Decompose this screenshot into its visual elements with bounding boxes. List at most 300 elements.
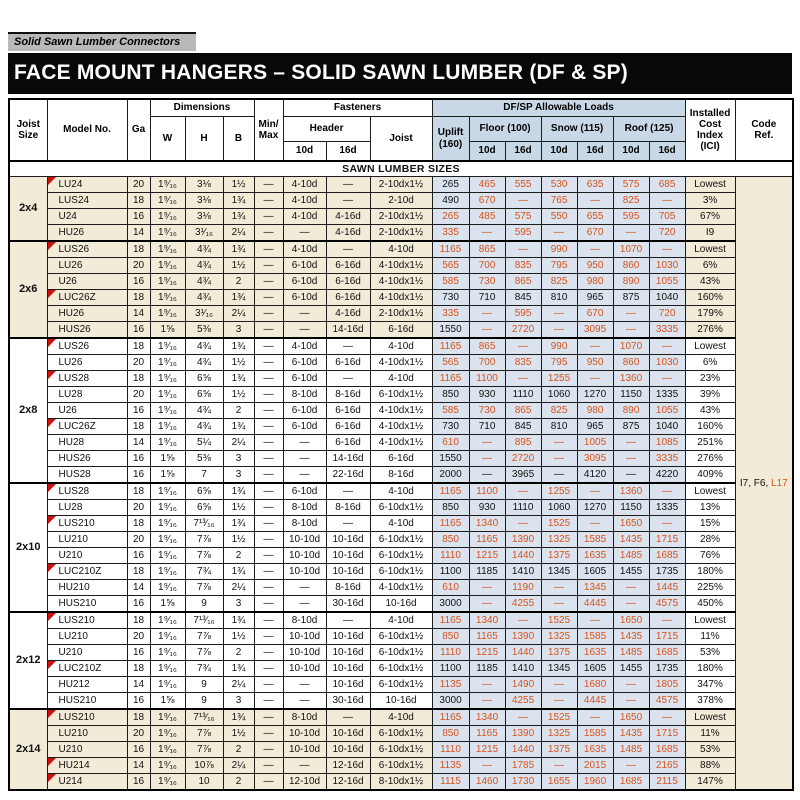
dim-b-cell: 1½: [223, 177, 254, 193]
load-cell: 850: [432, 532, 469, 548]
load-cell: 710: [469, 419, 505, 435]
load-cell: 1070: [613, 241, 649, 258]
col-header-fasteners: Fasteners: [283, 99, 432, 117]
model-label: U26: [58, 276, 77, 287]
load-cell: 890: [613, 403, 649, 419]
load-cell: 1005: [577, 435, 613, 451]
col-header-snow-16d: 16d: [577, 142, 613, 162]
load-cell: 530: [541, 177, 577, 193]
model-cell: [47, 629, 127, 645]
dim-h-cell: 3⅛: [185, 193, 223, 209]
load-cell: —: [541, 467, 577, 484]
ga-cell: 20: [127, 258, 150, 274]
model-label: LU26: [58, 357, 83, 368]
fastener-header-16d-cell: 6-16d: [326, 258, 370, 274]
ici-cell: I9: [685, 225, 735, 242]
new-product-flag-icon: [48, 419, 56, 427]
table-row: [9, 612, 793, 629]
dim-h-cell: 7: [185, 467, 223, 484]
load-cell: 1030: [649, 355, 685, 371]
load-cell: 1435: [613, 629, 649, 645]
load-cell: 890: [613, 274, 649, 290]
load-cell: 1325: [541, 629, 577, 645]
fastener-joist-cell: 4-10d: [370, 612, 432, 629]
model-label: LUC26Z: [58, 421, 96, 432]
dim-w-cell: 1⁹⁄₁₆: [150, 726, 185, 742]
dim-b-cell: 1¾: [223, 241, 254, 258]
load-cell: 1110: [432, 645, 469, 661]
minmax-cell: —: [254, 467, 283, 484]
load-cell: 1440: [505, 742, 541, 758]
minmax-cell: —: [254, 322, 283, 339]
fastener-header-16d-cell: 4-16d: [326, 225, 370, 242]
load-cell: 335: [432, 306, 469, 322]
load-cell: 700: [469, 258, 505, 274]
fastener-joist-cell: 2-10dx1½: [370, 225, 432, 242]
fastener-header-16d-cell: 6-16d: [326, 403, 370, 419]
model-cell: [47, 516, 127, 532]
minmax-cell: —: [254, 338, 283, 355]
ga-cell: 16: [127, 774, 150, 791]
fastener-header-10d-cell: 4-10d: [283, 209, 326, 225]
dim-w-cell: 1⁹⁄₁₆: [150, 225, 185, 242]
ga-cell: 18: [127, 193, 150, 209]
load-cell: 1730: [505, 774, 541, 791]
table-row: [9, 532, 793, 548]
load-cell: 265: [432, 177, 469, 193]
col-header-uplift: Uplift (160): [432, 117, 469, 162]
col-header-h: H: [185, 117, 223, 162]
model-label: LUS210: [58, 518, 95, 529]
load-cell: 595: [505, 306, 541, 322]
load-cell: 1040: [649, 419, 685, 435]
fastener-joist-cell: 4-10d: [370, 709, 432, 726]
minmax-cell: —: [254, 500, 283, 516]
load-cell: 1340: [469, 612, 505, 629]
load-cell: 1115: [432, 774, 469, 791]
model-label: HUS26: [58, 324, 91, 335]
load-cell: 595: [505, 225, 541, 242]
load-cell: 1345: [541, 564, 577, 580]
load-cell: 575: [505, 209, 541, 225]
load-cell: 4445: [577, 693, 613, 710]
fastener-header-10d-cell: 8-10d: [283, 709, 326, 726]
model-cell: [47, 225, 127, 242]
load-cell: 850: [432, 500, 469, 516]
ga-cell: 18: [127, 709, 150, 726]
load-cell: 1410: [505, 564, 541, 580]
model-label: U26: [58, 405, 77, 416]
dim-h-cell: 4¾: [185, 403, 223, 419]
fastener-header-16d-cell: 30-16d: [326, 596, 370, 613]
load-cell: 1185: [469, 661, 505, 677]
load-cell: 1270: [577, 387, 613, 403]
dim-b-cell: 2: [223, 645, 254, 661]
load-cell: 1525: [541, 612, 577, 629]
ici-cell: Lowest: [685, 338, 735, 355]
ici-cell: 6%: [685, 258, 735, 274]
load-cell: —: [469, 580, 505, 596]
fastener-header-10d-cell: 8-10d: [283, 516, 326, 532]
minmax-cell: —: [254, 709, 283, 726]
load-cell: 860: [613, 355, 649, 371]
load-cell: —: [613, 596, 649, 613]
model-cell: [47, 371, 127, 387]
dim-b-cell: 1½: [223, 387, 254, 403]
load-cell: —: [649, 483, 685, 500]
load-cell: 720: [649, 225, 685, 242]
ici-cell: 179%: [685, 306, 735, 322]
dim-b-cell: 3: [223, 596, 254, 613]
dim-b-cell: 1¾: [223, 290, 254, 306]
model-cell: [47, 483, 127, 500]
dim-b-cell: 1¾: [223, 709, 254, 726]
fastener-header-10d-cell: 10-10d: [283, 661, 326, 677]
load-cell: 1215: [469, 548, 505, 564]
col-header-roof-10d: 10d: [613, 142, 649, 162]
load-cell: 1165: [432, 371, 469, 387]
load-cell: 1335: [649, 387, 685, 403]
load-cell: 1585: [577, 726, 613, 742]
fastener-header-10d-cell: 4-10d: [283, 338, 326, 355]
dim-b-cell: 2¼: [223, 758, 254, 774]
ici-cell: Lowest: [685, 612, 735, 629]
dim-h-cell: 7¹³⁄₁₆: [185, 709, 223, 726]
dim-b-cell: 1½: [223, 532, 254, 548]
load-cell: 1960: [577, 774, 613, 791]
table-row: [9, 467, 793, 484]
load-cell: 825: [541, 274, 577, 290]
dim-h-cell: 7⅞: [185, 726, 223, 742]
load-cell: 2000: [432, 467, 469, 484]
dim-w-cell: 1⅝: [150, 596, 185, 613]
load-cell: 1165: [432, 338, 469, 355]
fastener-header-16d-cell: 6-16d: [326, 355, 370, 371]
load-cell: 490: [432, 193, 469, 209]
dim-w-cell: 1⁹⁄₁₆: [150, 355, 185, 371]
dim-w-cell: 1⅝: [150, 322, 185, 339]
dim-w-cell: 1⁹⁄₁₆: [150, 661, 185, 677]
fastener-joist-cell: 6-16d: [370, 322, 432, 339]
table-row: [9, 225, 793, 242]
model-cell: [47, 435, 127, 451]
model-cell: [47, 693, 127, 710]
ga-cell: 18: [127, 419, 150, 435]
load-cell: 1165: [469, 726, 505, 742]
dim-h-cell: 4¾: [185, 241, 223, 258]
page-title-banner: [8, 53, 792, 94]
load-cell: —: [541, 758, 577, 774]
model-cell: [47, 645, 127, 661]
load-cell: 1255: [541, 483, 577, 500]
minmax-cell: —: [254, 774, 283, 791]
fastener-header-10d-cell: 6-10d: [283, 371, 326, 387]
fastener-header-16d-cell: 6-16d: [326, 419, 370, 435]
fastener-joist-cell: 6-10dx1½: [370, 726, 432, 742]
load-cell: 730: [469, 403, 505, 419]
fastener-joist-cell: 4-10d: [370, 241, 432, 258]
load-cell: —: [541, 435, 577, 451]
fastener-header-10d-cell: 10-10d: [283, 564, 326, 580]
fastener-header-10d-cell: 4-10d: [283, 177, 326, 193]
load-cell: 670: [577, 225, 613, 242]
fastener-header-16d-cell: 22-16d: [326, 467, 370, 484]
table-row: [9, 645, 793, 661]
minmax-cell: —: [254, 419, 283, 435]
ga-cell: 14: [127, 306, 150, 322]
model-label: LU28: [58, 502, 83, 513]
load-cell: —: [469, 677, 505, 693]
dim-b-cell: 2: [223, 774, 254, 791]
dim-h-cell: 3¹⁄₁₆: [185, 306, 223, 322]
load-cell: 1635: [577, 645, 613, 661]
load-cell: 1375: [541, 548, 577, 564]
ga-cell: 20: [127, 500, 150, 516]
code-ref-highlight: L17: [771, 477, 788, 489]
dim-h-cell: 7⅞: [185, 580, 223, 596]
model-cell: [47, 209, 127, 225]
hanger-spec-table: [8, 98, 794, 791]
load-cell: 635: [577, 177, 613, 193]
dim-h-cell: 7⅞: [185, 532, 223, 548]
section-tab: [8, 32, 196, 51]
load-cell: 965: [577, 290, 613, 306]
load-cell: 1445: [649, 580, 685, 596]
table-row: [9, 661, 793, 677]
load-cell: 1040: [649, 290, 685, 306]
model-cell: [47, 500, 127, 516]
fastener-header-10d-cell: 8-10d: [283, 500, 326, 516]
ici-cell: 67%: [685, 209, 735, 225]
minmax-cell: —: [254, 435, 283, 451]
load-cell: 1550: [432, 322, 469, 339]
dim-b-cell: 1½: [223, 258, 254, 274]
fastener-joist-cell: 6-16d: [370, 451, 432, 467]
load-cell: 1110: [432, 548, 469, 564]
fastener-header-16d-cell: —: [326, 193, 370, 209]
fastener-joist-cell: 8-16d: [370, 467, 432, 484]
load-cell: —: [541, 580, 577, 596]
new-product-flag-icon: [48, 758, 56, 766]
model-cell: [47, 580, 127, 596]
dim-h-cell: 3⅛: [185, 177, 223, 193]
col-header-fastener-joist: Joist: [370, 117, 432, 162]
fastener-header-10d-cell: 4-10d: [283, 241, 326, 258]
fastener-header-16d-cell: —: [326, 338, 370, 355]
ga-cell: 18: [127, 338, 150, 355]
minmax-cell: —: [254, 516, 283, 532]
load-cell: 865: [469, 241, 505, 258]
fastener-header-10d-cell: 6-10d: [283, 274, 326, 290]
dim-w-cell: 1⅝: [150, 467, 185, 484]
load-cell: —: [649, 241, 685, 258]
load-cell: 810: [541, 419, 577, 435]
page-title: FACE MOUNT HANGERS – SOLID SAWN LUMBER (DF & SP): [14, 61, 628, 84]
table-row: [9, 435, 793, 451]
load-cell: —: [541, 306, 577, 322]
ici-cell: 378%: [685, 693, 735, 710]
fastener-joist-cell: 4-10d: [370, 483, 432, 500]
col-header-floor-10d: 10d: [469, 142, 505, 162]
ici-cell: 39%: [685, 387, 735, 403]
load-cell: 1525: [541, 516, 577, 532]
load-cell: 795: [541, 355, 577, 371]
model-cell: [47, 387, 127, 403]
dim-h-cell: 10: [185, 774, 223, 791]
dim-b-cell: 3: [223, 467, 254, 484]
ga-cell: 16: [127, 548, 150, 564]
dim-w-cell: 1⁹⁄₁₆: [150, 306, 185, 322]
fastener-joist-cell: 6-10dx1½: [370, 500, 432, 516]
ga-cell: 18: [127, 290, 150, 306]
ici-cell: 225%: [685, 580, 735, 596]
joist-size-cell: 2x10: [9, 483, 47, 612]
model-cell: [47, 306, 127, 322]
load-cell: 965: [577, 419, 613, 435]
load-cell: 1215: [469, 645, 505, 661]
load-cell: 1585: [577, 532, 613, 548]
minmax-cell: —: [254, 241, 283, 258]
dim-b-cell: 3: [223, 451, 254, 467]
col-header-floor-16d: 16d: [505, 142, 541, 162]
ga-cell: 16: [127, 693, 150, 710]
load-cell: —: [469, 758, 505, 774]
load-cell: 765: [541, 193, 577, 209]
fastener-header-10d-cell: 6-10d: [283, 483, 326, 500]
load-cell: 4575: [649, 693, 685, 710]
load-cell: —: [469, 225, 505, 242]
load-cell: 3095: [577, 322, 613, 339]
fastener-joist-cell: 6-10dx1½: [370, 532, 432, 548]
minmax-cell: —: [254, 596, 283, 613]
load-cell: 1190: [505, 580, 541, 596]
col-header-joist-size: Joist Size: [9, 99, 47, 161]
fastener-joist-cell: 6-10dx1½: [370, 677, 432, 693]
load-cell: 1650: [613, 709, 649, 726]
joist-size-cell: 2x6: [9, 241, 47, 338]
model-label: HU214: [58, 760, 90, 771]
dim-h-cell: 9: [185, 596, 223, 613]
model-cell: [47, 596, 127, 613]
model-cell: [47, 403, 127, 419]
fastener-header-10d-cell: 12-10d: [283, 774, 326, 791]
minmax-cell: —: [254, 355, 283, 371]
load-cell: 930: [469, 500, 505, 516]
load-cell: —: [505, 338, 541, 355]
ga-cell: 20: [127, 355, 150, 371]
ga-cell: 14: [127, 677, 150, 693]
ga-cell: 16: [127, 209, 150, 225]
load-cell: 3000: [432, 693, 469, 710]
load-cell: 1685: [649, 645, 685, 661]
model-cell: [47, 274, 127, 290]
load-cell: 1635: [577, 548, 613, 564]
load-cell: 730: [432, 419, 469, 435]
minmax-cell: —: [254, 403, 283, 419]
fastener-header-16d-cell: 12-16d: [326, 774, 370, 791]
fastener-joist-cell: 4-10dx1½: [370, 290, 432, 306]
load-cell: 2165: [649, 758, 685, 774]
ga-cell: 16: [127, 742, 150, 758]
load-cell: 950: [577, 355, 613, 371]
load-cell: 1735: [649, 564, 685, 580]
load-cell: 1165: [469, 629, 505, 645]
fastener-header-16d-cell: 10-16d: [326, 742, 370, 758]
minmax-cell: —: [254, 290, 283, 306]
load-cell: —: [541, 677, 577, 693]
ici-cell: 76%: [685, 548, 735, 564]
col-header-fastener-header: Header: [283, 117, 370, 142]
load-cell: 1440: [505, 548, 541, 564]
load-cell: 930: [469, 387, 505, 403]
table-row: [9, 693, 793, 710]
dim-b-cell: 1½: [223, 500, 254, 516]
load-cell: —: [469, 693, 505, 710]
load-cell: 1165: [432, 516, 469, 532]
model-cell: [47, 258, 127, 274]
fastener-header-10d-cell: —: [283, 306, 326, 322]
load-cell: 1435: [613, 532, 649, 548]
load-cell: 705: [649, 209, 685, 225]
dim-h-cell: 7¹³⁄₁₆: [185, 516, 223, 532]
minmax-cell: —: [254, 258, 283, 274]
minmax-cell: —: [254, 483, 283, 500]
table-row: [9, 774, 793, 791]
new-product-flag-icon: [48, 564, 56, 572]
model-label: LU210: [58, 728, 88, 739]
new-product-flag-icon: [48, 290, 56, 298]
fastener-joist-cell: 10-16d: [370, 596, 432, 613]
model-label: LU28: [58, 389, 83, 400]
dim-b-cell: 1¾: [223, 661, 254, 677]
fastener-header-10d-cell: 10-10d: [283, 726, 326, 742]
fastener-header-16d-cell: 10-16d: [326, 564, 370, 580]
model-label: LUC26Z: [58, 292, 96, 303]
dim-b-cell: 1¾: [223, 371, 254, 387]
load-cell: 1360: [613, 483, 649, 500]
load-cell: 1110: [432, 742, 469, 758]
dim-h-cell: 4¾: [185, 419, 223, 435]
dim-h-cell: 4¾: [185, 258, 223, 274]
ici-cell: 23%: [685, 371, 735, 387]
model-cell: [47, 564, 127, 580]
load-cell: 845: [505, 419, 541, 435]
fastener-header-16d-cell: —: [326, 516, 370, 532]
dim-w-cell: 1⁹⁄₁₆: [150, 677, 185, 693]
col-header-ici: Installed Cost Index (ICI): [685, 99, 735, 161]
ici-cell: 3%: [685, 193, 735, 209]
minmax-cell: —: [254, 193, 283, 209]
col-header-roof-16d: 16d: [649, 142, 685, 162]
dim-w-cell: 1⁹⁄₁₆: [150, 387, 185, 403]
model-label: HUS210: [58, 695, 97, 706]
load-cell: 3095: [577, 451, 613, 467]
model-cell: [47, 419, 127, 435]
minmax-cell: —: [254, 225, 283, 242]
dim-w-cell: 1⁹⁄₁₆: [150, 258, 185, 274]
dim-w-cell: 1⁹⁄₁₆: [150, 435, 185, 451]
load-cell: 865: [505, 403, 541, 419]
load-cell: 670: [577, 306, 613, 322]
fastener-header-16d-cell: —: [326, 241, 370, 258]
model-label: LUS28: [58, 486, 90, 497]
dim-b-cell: 1½: [223, 355, 254, 371]
ici-cell: 11%: [685, 629, 735, 645]
ici-cell: 43%: [685, 274, 735, 290]
fastener-header-10d-cell: 6-10d: [283, 355, 326, 371]
dim-w-cell: 1⁹⁄₁₆: [150, 483, 185, 500]
load-cell: 1150: [613, 387, 649, 403]
